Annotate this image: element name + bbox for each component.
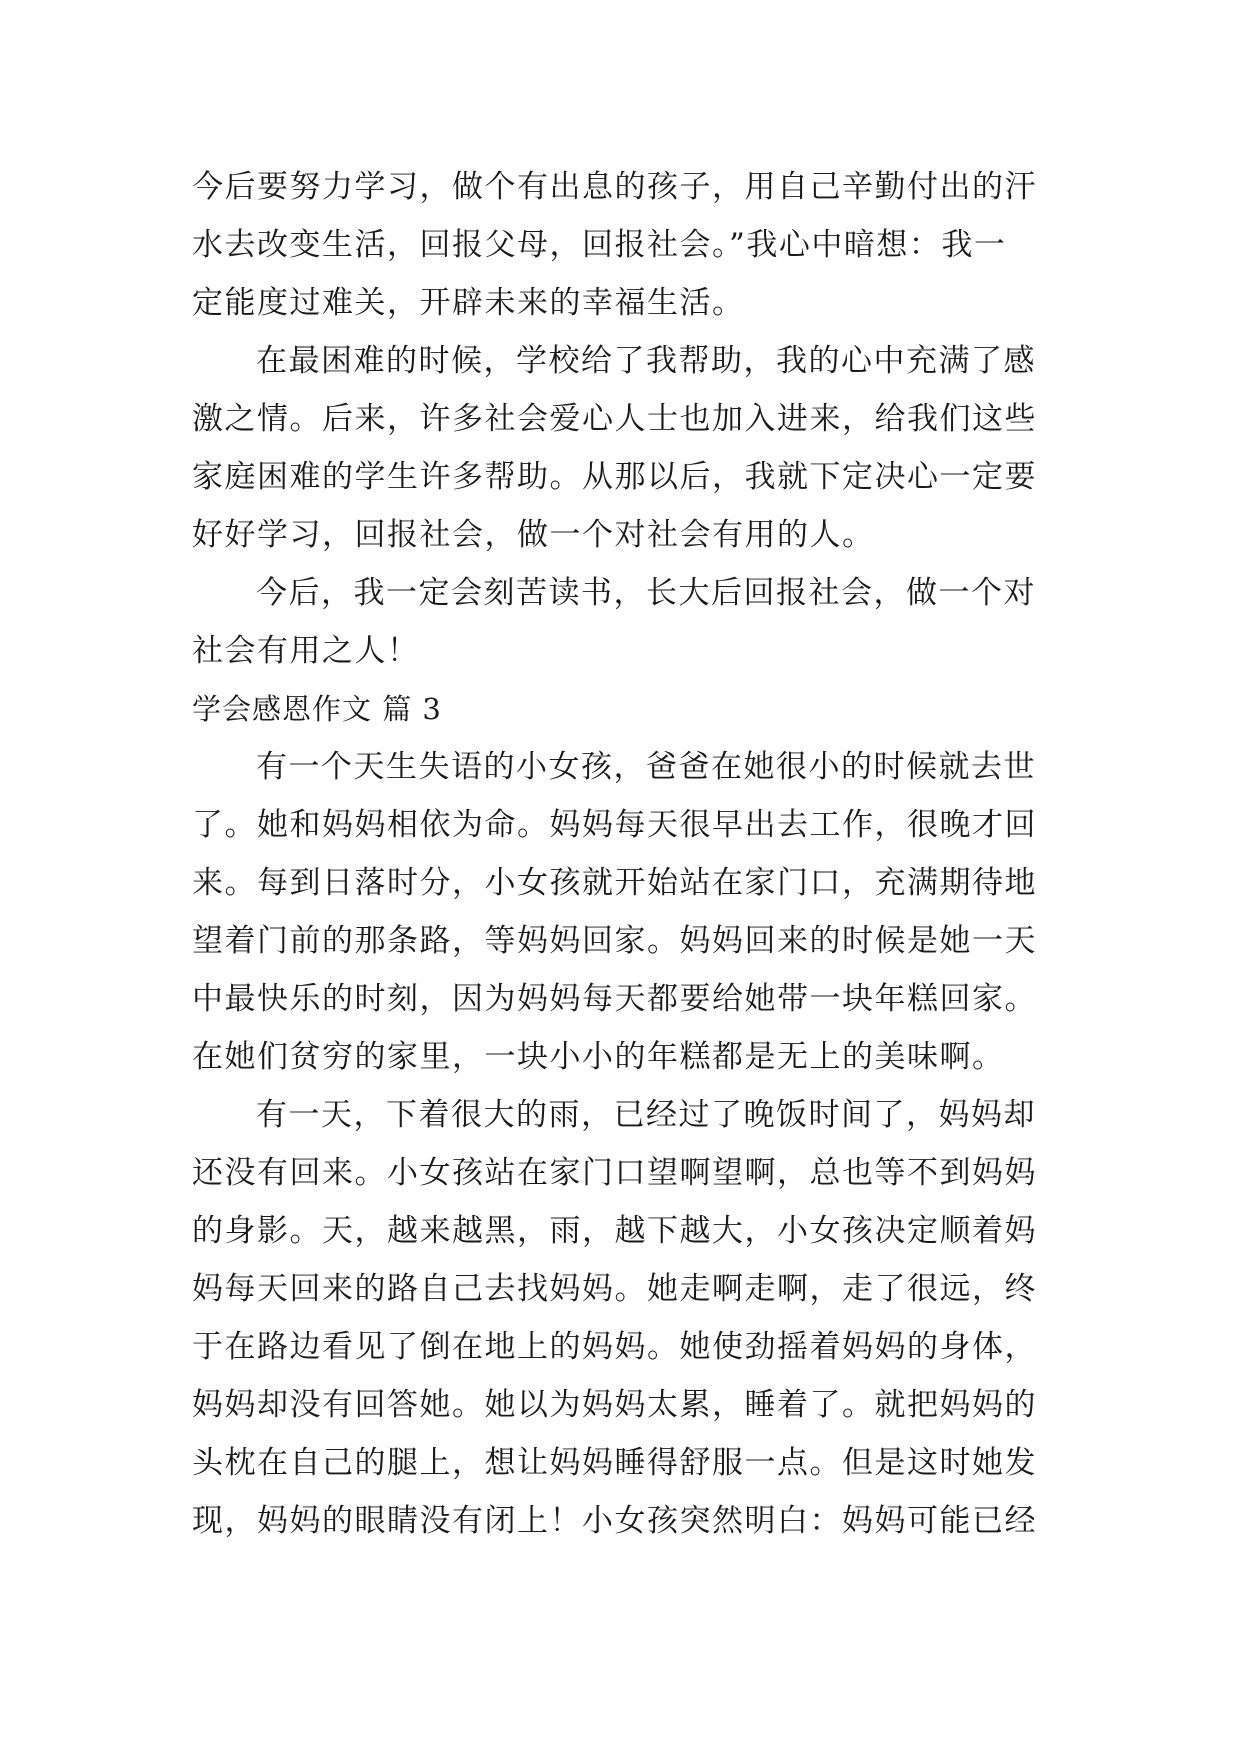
text-line: 妈妈却没有回答她。她以为妈妈太累，睡着了。就把妈妈的 xyxy=(192,1387,1037,1423)
document-page xyxy=(192,158,1072,1550)
text-line: 现，妈妈的眼睛没有闭上！小女孩突然明白：妈妈可能已经 xyxy=(192,1503,1037,1539)
text-line: 水去改变生活，回报父母，回报社会。”我心中暗想：我一 xyxy=(192,227,1007,263)
text-line: 的身影。天，越来越黑，雨，越下越大，小女孩决定顺着妈 xyxy=(192,1213,1037,1249)
text-line: 中最快乐的时刻，因为妈妈每天都要给她带一块年糕回家。 xyxy=(192,981,1037,1017)
text-line: 了。她和妈妈相依为命。妈妈每天很早出去工作，很晚才回 xyxy=(192,807,1037,843)
text-line: 望着门前的那条路，等妈妈回家。妈妈回来的时候是她一天 xyxy=(192,923,1037,959)
paragraph-start-line: 今后，我一定会刻苦读书，长大后回报社会，做一个对 xyxy=(256,575,1036,611)
paragraph-start-line: 有一天，下着很大的雨，已经过了晚饭时间了，妈妈却 xyxy=(256,1097,1036,1133)
text-line: 妈每天回来的路自己去找妈妈。她走啊走啊，走了很远，终 xyxy=(192,1271,1037,1307)
text-line: 激之情。后来，许多社会爱心人士也加入进来，给我们这些 xyxy=(192,401,1037,437)
section-heading: 学会感恩作文 篇 3 xyxy=(192,692,442,726)
paragraph-start-line: 有一个天生失语的小女孩，爸爸在她很小的时候就去世 xyxy=(256,749,1036,785)
text-line: 定能度过难关，开辟未来的幸福生活。 xyxy=(192,285,745,321)
text-line: 好好学习，回报社会，做一个对社会有用的人。 xyxy=(192,517,875,553)
text-line: 在她们贫穷的家里，一块小小的年糕都是无上的美味啊。 xyxy=(192,1039,1005,1075)
paragraph-start-line: 在最困难的时候，学校给了我帮助，我的心中充满了感 xyxy=(256,343,1036,379)
text-line: 头枕在自己的腿上，想让妈妈睡得舒服一点。但是这时她发 xyxy=(192,1445,1037,1481)
text-line: 还没有回来。小女孩站在家门口望啊望啊，总也等不到妈妈 xyxy=(192,1155,1037,1191)
text-line: 今后要努力学习，做个有出息的孩子，用自己辛勤付出的汗 xyxy=(192,169,1037,205)
text-line: 来。每到日落时分，小女孩就开始站在家门口，充满期待地 xyxy=(192,865,1037,901)
text-line: 家庭困难的学生许多帮助。从那以后，我就下定决心一定要 xyxy=(192,459,1037,495)
text-line: 社会有用之人！ xyxy=(192,633,420,669)
text-line: 于在路边看见了倒在地上的妈妈。她使劲摇着妈妈的身体， xyxy=(192,1329,1037,1365)
